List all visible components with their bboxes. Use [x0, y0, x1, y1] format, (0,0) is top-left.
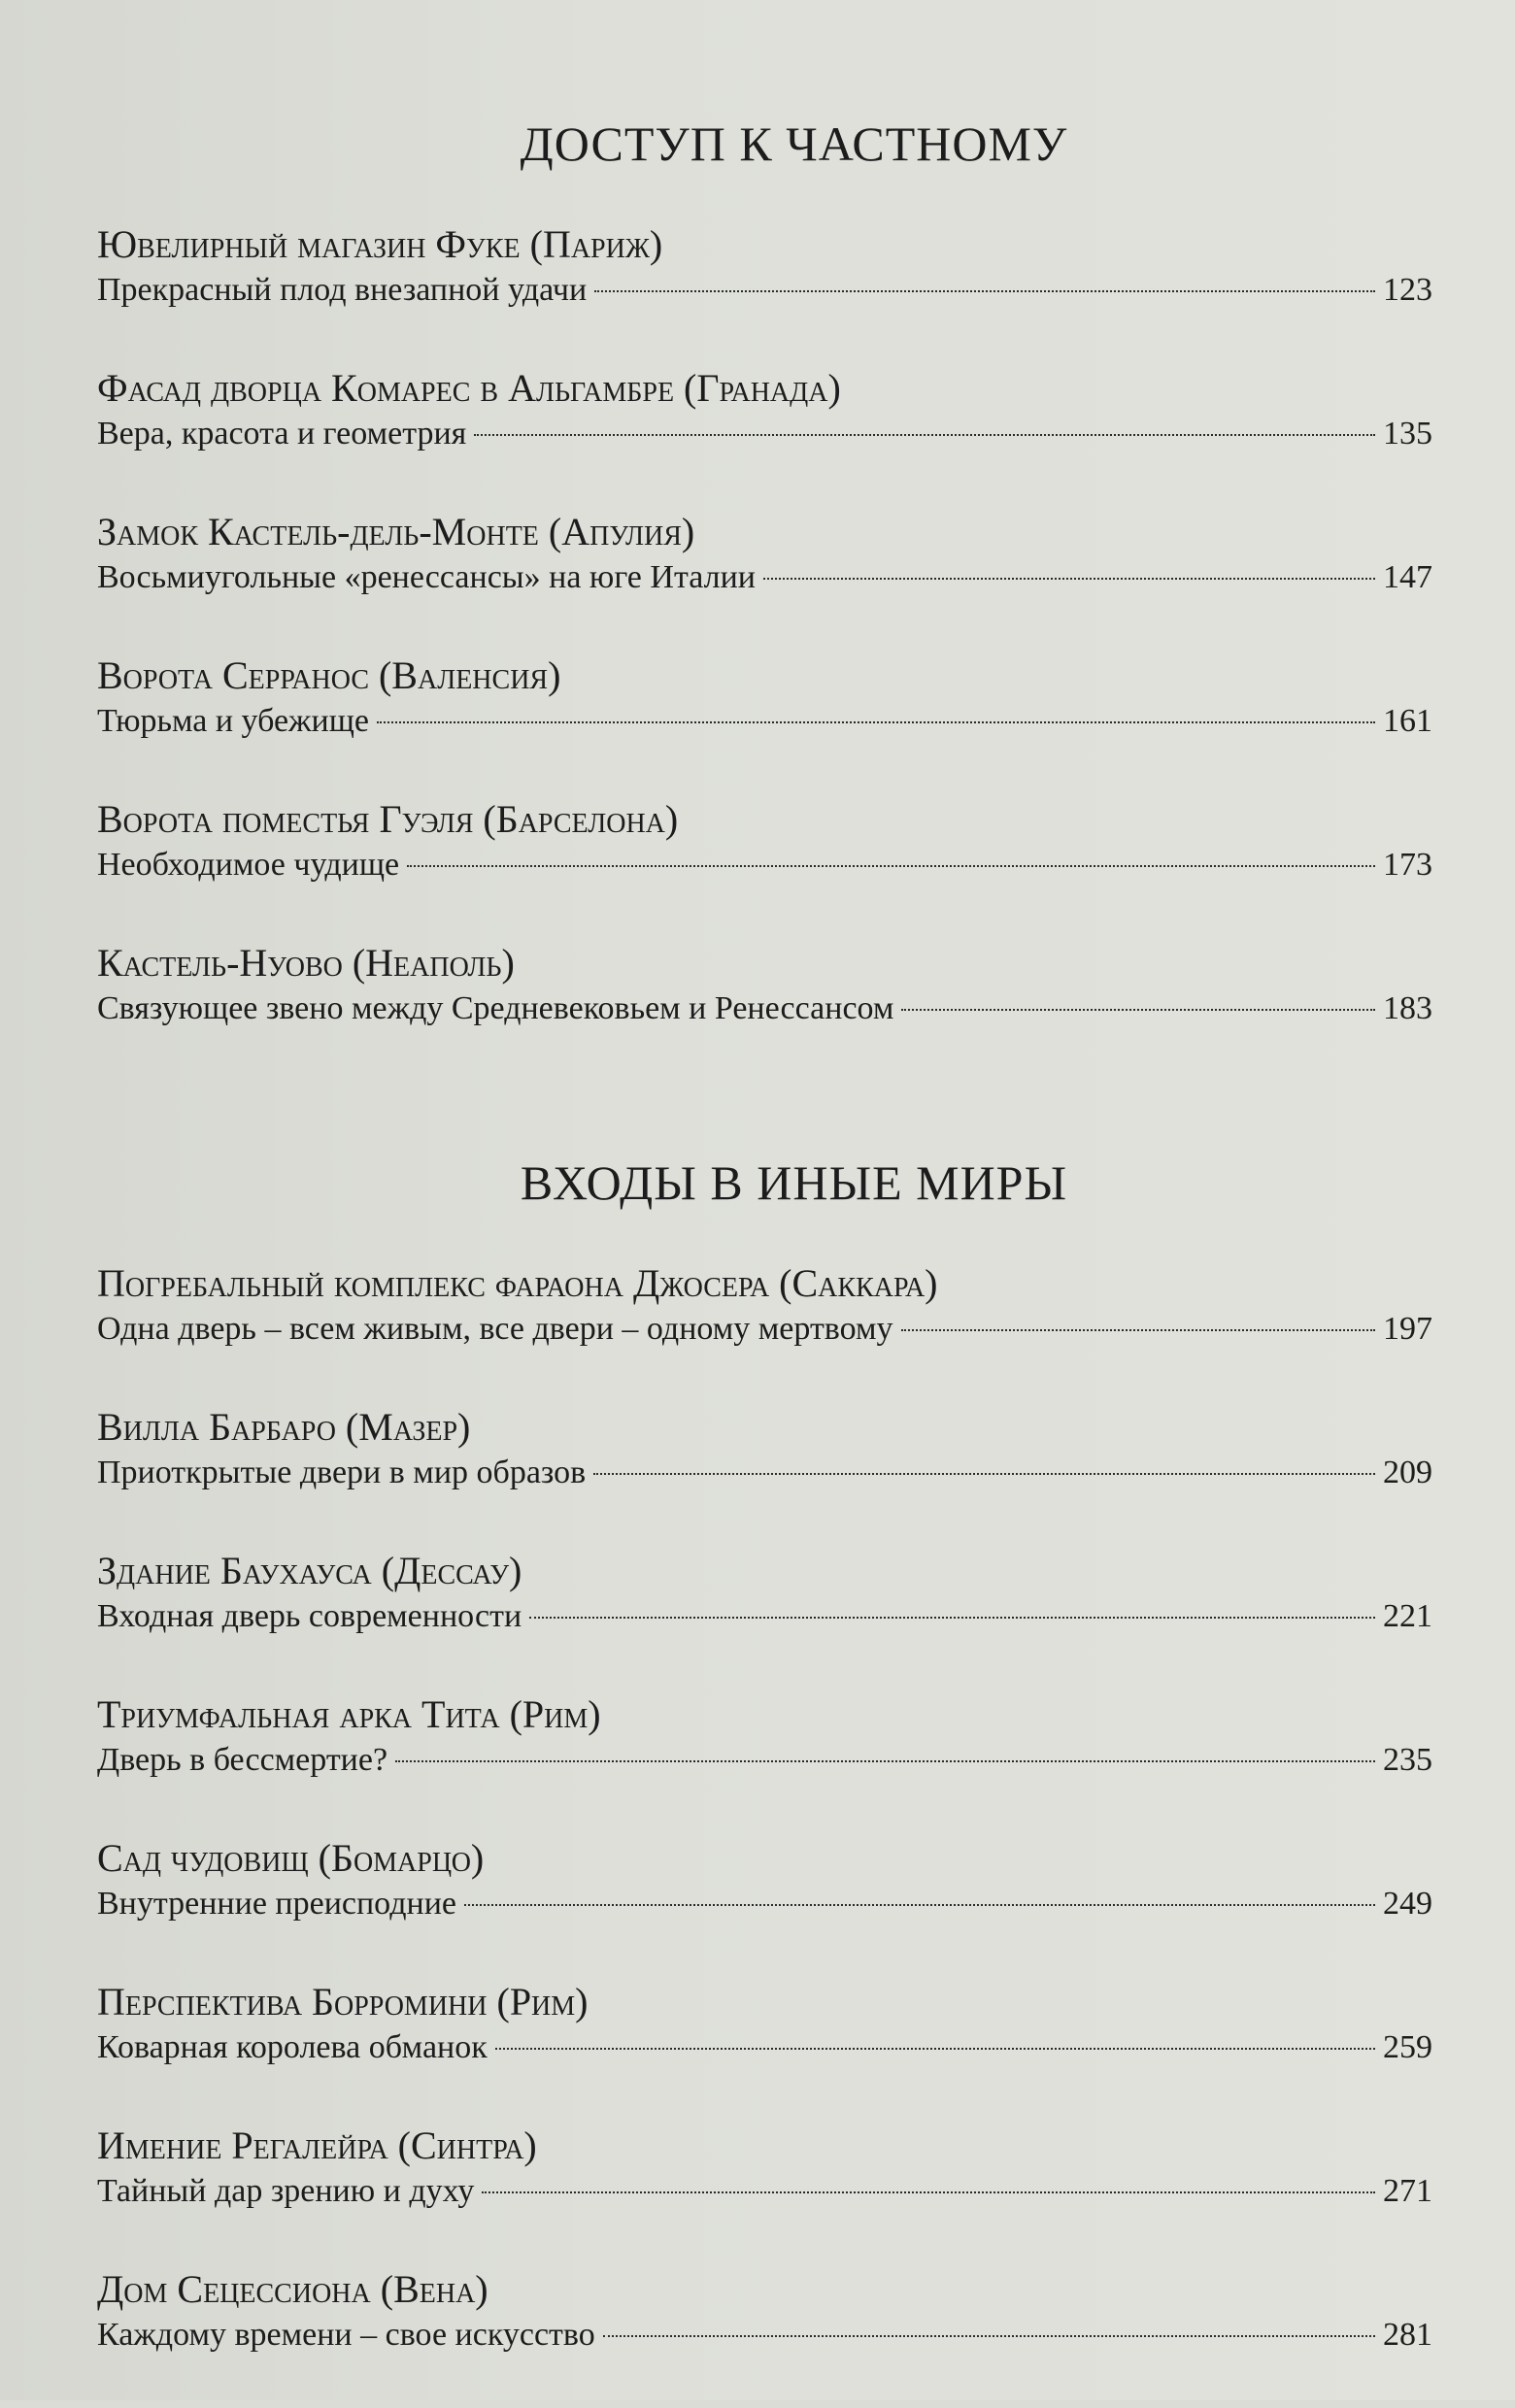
entry-line [97, 1453, 1432, 1493]
toc-entry [97, 363, 1432, 507]
section-title: ВХОДЫ В ИНЫЕ МИРЫ [520, 1155, 1068, 1210]
entry-title: Ювелирный магазин Фуке (Париж) [97, 222, 663, 266]
entry-title: Замок Кастель-дель-Монте (Апулия) [97, 510, 695, 553]
page-number: 209 [1383, 1455, 1432, 1490]
entry-subtitle: Дверь в бессмертие? [97, 1742, 388, 1778]
toc-entry [97, 1833, 1432, 1977]
toc-entry [97, 794, 1432, 938]
entry-subtitle: Каждому времени – свое искусство [97, 2317, 595, 2353]
entry-line [97, 270, 1432, 311]
page-number: 183 [1383, 990, 1432, 1026]
entry-subtitle: Внутренние преисподние [97, 1886, 456, 1922]
toc-section-private [97, 115, 1432, 1082]
entry-subtitle: Входная дверь современности [97, 1598, 522, 1634]
entry-title: Сад чудовищ (Бомарцо) [97, 1836, 485, 1880]
dot-leader [594, 290, 1375, 292]
entry-line [97, 414, 1432, 454]
entry-line [97, 988, 1432, 1029]
entry-title: Фасад дворца Комарес в Альгамбре (Гранада) [97, 366, 841, 410]
entry-title: Перспектива Борромини (Рим) [97, 1980, 589, 2023]
page-number: 135 [1383, 416, 1432, 452]
toc-entry [97, 1258, 1432, 1402]
toc-entry [97, 938, 1432, 1082]
page-number: 221 [1383, 1598, 1432, 1634]
entry-subtitle: Одна дверь – всем живым, все двери – одному мертвому [97, 1311, 893, 1347]
dot-leader [407, 865, 1375, 867]
entry-title: Ворота поместья Гуэля (Барселона) [97, 797, 679, 841]
entry-subtitle: Вера, красота и геометрия [97, 416, 467, 452]
entry-line [97, 2027, 1432, 2068]
section-title: ДОСТУП К ЧАСТНОМУ [520, 117, 1068, 171]
entry-title: Дом Сецессиона (Вена) [97, 2267, 488, 2311]
entry-subtitle: Приоткрытые двери в мир образов [97, 1455, 587, 1490]
toc-entries [97, 1258, 1432, 2408]
page-number: 281 [1383, 2317, 1432, 2353]
entry-title: Кастель-Нуово (Неаполь) [97, 941, 515, 985]
toc-entries [97, 219, 1432, 1082]
dot-leader [901, 1009, 1375, 1011]
page-number: 161 [1383, 703, 1432, 739]
dot-leader [763, 578, 1375, 580]
page-number: 173 [1383, 847, 1432, 883]
dot-leader [464, 1904, 1375, 1906]
dot-leader [377, 721, 1375, 723]
toc-entry [97, 1546, 1432, 1689]
toc-section-other-worlds [97, 1154, 1432, 2408]
entry-line [97, 845, 1432, 886]
toc-entry [97, 651, 1432, 794]
toc-entry [97, 2264, 1432, 2408]
entry-subtitle: Необходимое чудище [97, 847, 400, 883]
entry-subtitle: Тайный дар зрению и духу [97, 2173, 475, 2209]
entry-subtitle: Прекрасный плод внезапной удачи [97, 272, 588, 308]
entry-subtitle: Связующее звено между Средневековьем и Ренессансом [97, 990, 894, 1026]
dot-leader [474, 434, 1375, 436]
page-number: 147 [1383, 559, 1432, 595]
toc-entry [97, 1689, 1432, 1833]
dot-leader [482, 2191, 1375, 2193]
page-number: 249 [1383, 1886, 1432, 1922]
toc-entry [97, 2121, 1432, 2264]
entry-line [97, 2171, 1432, 2212]
entry-line [97, 1309, 1432, 1350]
page-number: 123 [1383, 272, 1432, 308]
entry-title: Здание Баухауса (Дессау) [97, 1549, 522, 1592]
entry-line [97, 701, 1432, 742]
dot-leader [495, 2048, 1375, 2050]
toc-entry [97, 1977, 1432, 2121]
dot-leader [901, 1329, 1376, 1331]
entry-title: Погребальный комплекс фараона Джосера (Саккара) [97, 1261, 938, 1305]
entry-title: Имение Регалейра (Синтра) [97, 2124, 537, 2167]
dot-leader [593, 1473, 1375, 1475]
entry-subtitle: Коварная королева обманок [97, 2029, 488, 2065]
dot-leader [395, 1760, 1375, 1762]
toc-entry [97, 507, 1432, 651]
page-number: 271 [1383, 2173, 1432, 2209]
entry-line [97, 557, 1432, 598]
page-number: 197 [1383, 1311, 1432, 1347]
entry-line [97, 2315, 1432, 2356]
toc-entry [97, 1402, 1432, 1546]
toc-entry [97, 219, 1432, 363]
page-number: 259 [1383, 2029, 1432, 2065]
page-number: 235 [1383, 1742, 1432, 1778]
entry-title: Вилла Барбаро (Мазер) [97, 1405, 471, 1449]
entry-subtitle: Тюрьма и убежище [97, 703, 370, 739]
entry-line [97, 1596, 1432, 1637]
entry-subtitle: Восьмиугольные «ренессансы» на юге Италии [97, 559, 756, 595]
entry-title: Ворота Серранос (Валенсия) [97, 653, 561, 697]
entry-title: Триумфальная арка Тита (Рим) [97, 1692, 601, 1736]
dot-leader [529, 1617, 1375, 1619]
entry-line [97, 1884, 1432, 1924]
entry-line [97, 1740, 1432, 1781]
dot-leader [603, 2335, 1375, 2337]
